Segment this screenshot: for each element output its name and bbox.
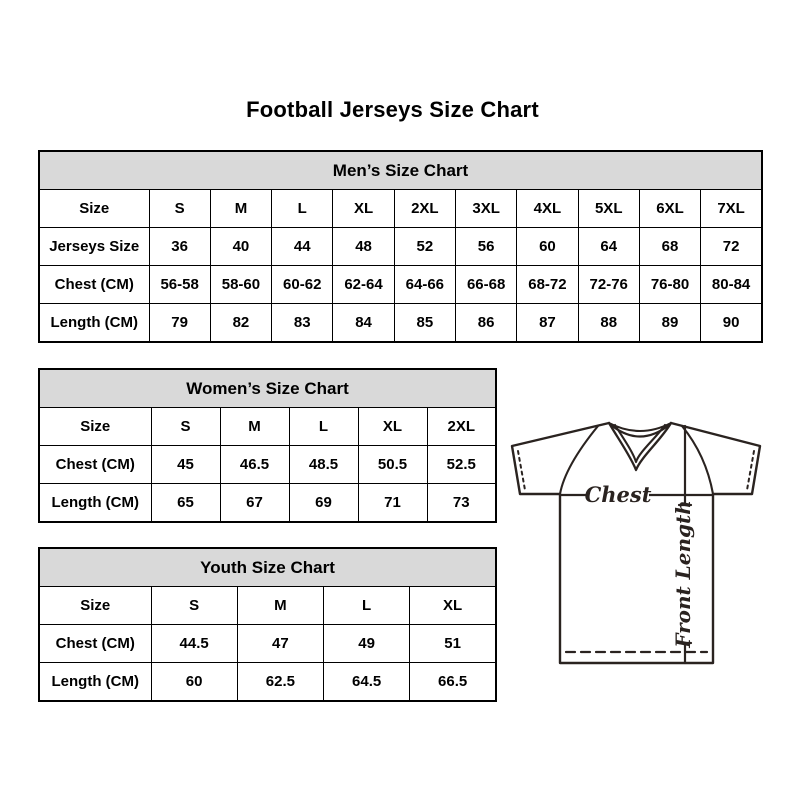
front-length-label: Front Length (671, 500, 695, 648)
mens-cell-r3c9: 89 (639, 304, 700, 343)
womens-cell-r2c4: 71 (358, 484, 427, 523)
womens-cell-r0c1: S (151, 408, 220, 446)
youth-table-header: Youth Size Chart (39, 548, 496, 587)
mens-table-row (39, 190, 762, 228)
mens-row-label: Chest (CM) (39, 266, 149, 304)
womens-cell-r0c3: L (289, 408, 358, 446)
youth-table-row (39, 625, 496, 663)
mens-cell-r2c2: 58-60 (210, 266, 271, 304)
womens-table-row (39, 484, 496, 523)
mens-table-row (39, 266, 762, 304)
mens-row-label: Length (CM) (39, 304, 149, 343)
mens-cell-r1c2: 40 (210, 228, 271, 266)
mens-row-label: Jerseys Size (39, 228, 149, 266)
youth-cell-r0c2: M (237, 587, 323, 625)
mens-cell-r0c9: 6XL (639, 190, 700, 228)
youth-row-label: Size (39, 587, 151, 625)
mens-cell-r1c7: 60 (517, 228, 578, 266)
mens-cell-r1c9: 68 (639, 228, 700, 266)
youth-table-row (39, 587, 496, 625)
mens-cell-r1c8: 64 (578, 228, 639, 266)
mens-cell-r1c5: 52 (394, 228, 455, 266)
womens-table-row (39, 408, 496, 446)
mens-cell-r3c3: 83 (272, 304, 333, 343)
mens-cell-r0c3: L (272, 190, 333, 228)
mens-cell-r1c6: 56 (455, 228, 516, 266)
jersey-diagram-svg (503, 413, 777, 673)
womens-cell-r0c4: XL (358, 408, 427, 446)
mens-table-row (39, 304, 762, 343)
mens-cell-r2c1: 56-58 (149, 266, 210, 304)
youth-cell-r2c2: 62.5 (237, 663, 323, 702)
mens-cell-r3c8: 88 (578, 304, 639, 343)
mens-cell-r3c5: 85 (394, 304, 455, 343)
youth-table-row (39, 663, 496, 702)
mens-cell-r3c2: 82 (210, 304, 271, 343)
youth-row-label: Chest (CM) (39, 625, 151, 663)
mens-cell-r3c4: 84 (333, 304, 394, 343)
womens-table-row (39, 446, 496, 484)
mens-cell-r3c7: 87 (517, 304, 578, 343)
mens-cell-r0c10: 7XL (701, 190, 762, 228)
right-armhole-seam (682, 426, 713, 494)
womens-row-label: Length (CM) (39, 484, 151, 523)
youth-cell-r2c4: 66.5 (410, 663, 496, 702)
womens-cell-r1c5: 52.5 (427, 446, 496, 484)
youth-row-label: Length (CM) (39, 663, 151, 702)
page-title: Football Jerseys Size Chart (246, 97, 539, 122)
youth-cell-r0c4: XL (410, 587, 496, 625)
mens-cell-r0c2: M (210, 190, 271, 228)
womens-cell-r2c2: 67 (220, 484, 289, 523)
mens-cell-r2c5: 64-66 (394, 266, 455, 304)
mens-cell-r0c5: 2XL (394, 190, 455, 228)
mens-cell-r1c3: 44 (272, 228, 333, 266)
mens-size-table (38, 150, 763, 343)
womens-cell-r0c5: 2XL (427, 408, 496, 446)
mens-cell-r0c1: S (149, 190, 210, 228)
mens-cell-r2c4: 62-64 (333, 266, 394, 304)
mens-row-label: Size (39, 190, 149, 228)
mens-cell-r2c7: 68-72 (517, 266, 578, 304)
womens-cell-r2c1: 65 (151, 484, 220, 523)
mens-table-row (39, 228, 762, 266)
youth-cell-r1c2: 47 (237, 625, 323, 663)
mens-cell-r0c4: XL (333, 190, 394, 228)
womens-cell-r2c3: 69 (289, 484, 358, 523)
mens-cell-r3c10: 90 (701, 304, 762, 343)
mens-cell-r1c4: 48 (333, 228, 394, 266)
mens-cell-r2c6: 66-68 (455, 266, 516, 304)
womens-cell-r1c2: 46.5 (220, 446, 289, 484)
youth-cell-r2c3: 64.5 (324, 663, 410, 702)
mens-cell-r0c7: 4XL (517, 190, 578, 228)
womens-size-table (38, 368, 497, 523)
youth-size-table (38, 547, 497, 702)
youth-cell-r0c3: L (324, 587, 410, 625)
youth-cell-r1c1: 44.5 (151, 625, 237, 663)
mens-cell-r2c10: 80-84 (701, 266, 762, 304)
mens-cell-r1c10: 72 (701, 228, 762, 266)
womens-row-label: Chest (CM) (39, 446, 151, 484)
womens-cell-r1c3: 48.5 (289, 446, 358, 484)
womens-table-header: Women’s Size Chart (39, 369, 496, 408)
youth-cell-r0c1: S (151, 587, 237, 625)
womens-cell-r1c4: 50.5 (358, 446, 427, 484)
youth-cell-r2c1: 60 (151, 663, 237, 702)
mens-cell-r0c8: 5XL (578, 190, 639, 228)
womens-cell-r2c5: 73 (427, 484, 496, 523)
mens-cell-r2c9: 76-80 (639, 266, 700, 304)
mens-cell-r2c8: 72-76 (578, 266, 639, 304)
jersey-measurement-diagram (503, 413, 777, 673)
youth-cell-r1c4: 51 (410, 625, 496, 663)
mens-cell-r1c1: 36 (149, 228, 210, 266)
mens-cell-r3c6: 86 (455, 304, 516, 343)
mens-table-header: Men’s Size Chart (39, 151, 762, 190)
mens-cell-r0c6: 3XL (455, 190, 516, 228)
youth-cell-r1c3: 49 (324, 625, 410, 663)
womens-cell-r0c2: M (220, 408, 289, 446)
womens-cell-r1c1: 45 (151, 446, 220, 484)
womens-row-label: Size (39, 408, 151, 446)
mens-cell-r2c3: 60-62 (272, 266, 333, 304)
mens-cell-r3c1: 79 (149, 304, 210, 343)
chest-label: Chest (584, 482, 652, 507)
